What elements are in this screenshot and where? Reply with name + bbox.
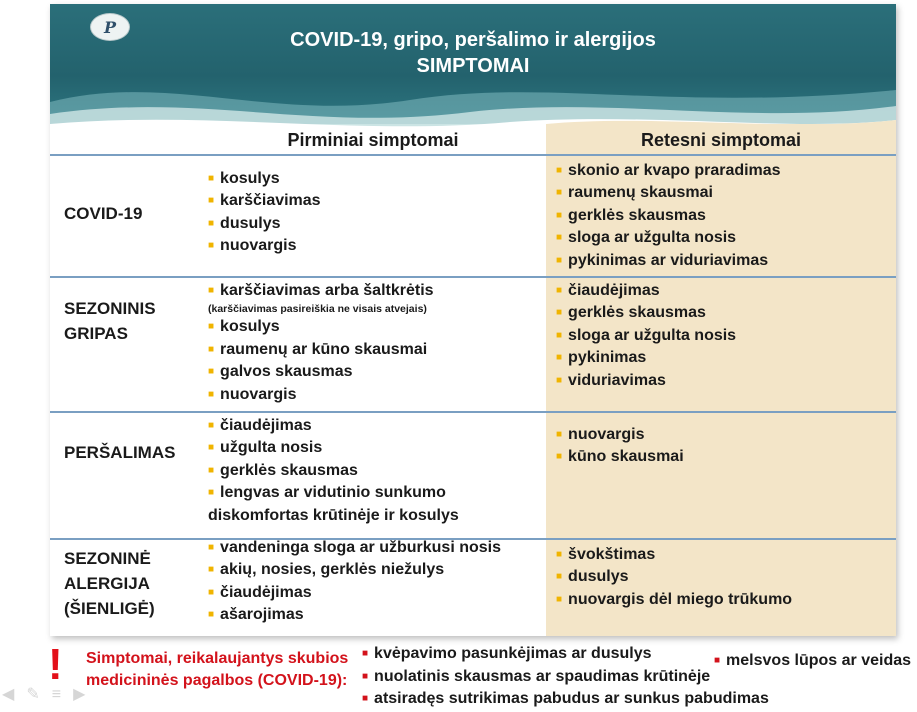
column-header-primary: Pirminiai simptomai bbox=[287, 130, 459, 150]
row-label-line: (ŠIENLIGĖ) bbox=[64, 599, 155, 618]
bullet-icon: ■ bbox=[362, 648, 369, 659]
allergy-primary-list bbox=[208, 537, 501, 627]
symptom-item: ■ karščiavimas arba šaltkrėtis bbox=[208, 282, 434, 299]
urgent-item: ■ melsvos lūpos ar veidas bbox=[714, 652, 912, 669]
symptom-item: ■ gerklės skausmas bbox=[208, 461, 358, 479]
symptom-item: ■ nuovargis bbox=[208, 385, 297, 403]
bullet-icon: ■ bbox=[208, 586, 215, 598]
symptom-item: ■ raumenų ar kūno skausmai bbox=[208, 340, 428, 358]
symptom-item: ■ viduriavimas bbox=[556, 371, 666, 389]
bullet-icon: ■ bbox=[208, 388, 215, 400]
bullet-icon: ■ bbox=[208, 217, 215, 229]
bullet-icon: ■ bbox=[208, 487, 215, 499]
next-slide-icon[interactable]: ▶ bbox=[73, 686, 98, 703]
bullet-icon: ■ bbox=[556, 165, 563, 176]
page-title bbox=[50, 27, 896, 79]
bullet-icon: ■ bbox=[208, 343, 215, 355]
bullet-icon: ■ bbox=[556, 429, 563, 440]
bullet-icon: ■ bbox=[714, 655, 721, 666]
bullet-icon: ■ bbox=[556, 329, 563, 341]
divider bbox=[50, 154, 896, 156]
bullet-icon: ■ bbox=[556, 307, 563, 319]
bullet-icon: ■ bbox=[208, 609, 215, 621]
cold-rare-list bbox=[556, 424, 684, 469]
covid-rare-list bbox=[556, 160, 781, 272]
urgent-label bbox=[86, 648, 348, 692]
row-label-line: SEZONINIS bbox=[64, 299, 156, 318]
symptom-item: ■ čiaudėjimas bbox=[556, 282, 660, 299]
urgent-item: ■ kvėpavimo pasunkėjimas ar dusulys bbox=[362, 645, 652, 662]
bullet-icon: ■ bbox=[208, 285, 215, 296]
symptom-item: ■ pykinimas bbox=[556, 349, 647, 367]
symptom-item: ■ gerklės skausmas bbox=[556, 206, 706, 224]
flu-primary-list bbox=[208, 280, 434, 406]
symptom-item: ■ kūno skausmai bbox=[556, 448, 684, 466]
symptom-item: ■ vandeninga sloga ar užburkusi nosis bbox=[208, 539, 501, 556]
title-line-2: SIMPTOMAI bbox=[416, 55, 530, 77]
covid-primary-list bbox=[208, 168, 321, 258]
row-label-line: GRIPAS bbox=[64, 324, 128, 343]
symptom-item: ■ karščiavimas bbox=[208, 192, 321, 210]
bullet-icon: ■ bbox=[208, 442, 215, 454]
column-header-rare: Retesni simptomai bbox=[640, 130, 802, 150]
row-label-line: SEZONINĖ bbox=[64, 549, 151, 568]
infographic-sheet bbox=[50, 4, 896, 636]
bullet-icon: ■ bbox=[362, 671, 369, 682]
bullet-icon: ■ bbox=[556, 571, 563, 583]
urgent-label-line: Simptomai, reikalaujantys skubios bbox=[86, 650, 349, 667]
symptom-item: ■ sloga ar užgulta nosis bbox=[556, 229, 737, 247]
bullet-icon: ■ bbox=[208, 321, 215, 333]
symptom-item: ■ nuovargis dėl miego trūkumo bbox=[556, 590, 793, 608]
cold-primary-list bbox=[208, 415, 459, 527]
symptom-item: ■ nuovargis bbox=[556, 426, 645, 443]
row-label-cold bbox=[64, 440, 175, 465]
bullet-icon: ■ bbox=[208, 240, 215, 252]
logo-icon: P bbox=[90, 13, 130, 41]
bullet-icon: ■ bbox=[208, 564, 215, 576]
bullet-icon: ■ bbox=[556, 232, 563, 244]
row-label-line: ALERGIJA bbox=[64, 574, 150, 593]
divider bbox=[50, 276, 896, 278]
symptom-item: ■ čiaudėjimas bbox=[208, 417, 312, 434]
symptom-continuation: diskomfortas krūtinėje ir kosulys bbox=[208, 506, 459, 524]
symptom-item: ■ nuovargis bbox=[208, 237, 297, 255]
bullet-icon: ■ bbox=[208, 195, 215, 207]
bullet-icon: ■ bbox=[556, 593, 563, 605]
slide-nav-icons[interactable] bbox=[2, 684, 97, 704]
bullet-icon: ■ bbox=[556, 374, 563, 386]
bullet-icon: ■ bbox=[208, 420, 215, 431]
bullet-icon: ■ bbox=[556, 451, 563, 463]
bullet-icon: ■ bbox=[208, 366, 215, 378]
symptom-item: ■ lengvas ar vidutinio sunkumo bbox=[208, 484, 446, 502]
symptom-item: ■ dusulys bbox=[556, 568, 629, 586]
symptom-item: ■ užgulta nosis bbox=[208, 439, 323, 457]
divider bbox=[50, 411, 896, 413]
urgent-item: ■ nuolatinis skausmas ar spaudimas krūtinėje bbox=[362, 668, 711, 685]
symptom-note: (karščiavimas pasireiškia ne visais atvejais) bbox=[208, 303, 427, 316]
symptom-item: ■ ašarojimas bbox=[208, 606, 304, 624]
symptom-item: ■ pykinimas ar viduriavimas bbox=[556, 251, 769, 269]
symptom-item: ■ galvos skausmas bbox=[208, 363, 353, 381]
row-label-flu bbox=[64, 296, 156, 346]
bullet-icon: ■ bbox=[556, 209, 563, 221]
row-label-covid bbox=[64, 201, 142, 226]
symptom-item: ■ akių, nosies, gerklės niežulys bbox=[208, 561, 445, 579]
row-label-line: COVID-19 bbox=[64, 204, 143, 223]
bullet-icon: ■ bbox=[208, 173, 215, 184]
bullet-icon: ■ bbox=[556, 352, 563, 364]
warning-exclamation-icon: ! bbox=[48, 640, 63, 689]
header-banner bbox=[50, 4, 896, 124]
pen-icon[interactable]: ✎ bbox=[26, 686, 52, 703]
symptom-item: ■ dusulys bbox=[208, 214, 281, 232]
row-label-allergy bbox=[64, 546, 155, 621]
bullet-icon: ■ bbox=[556, 285, 563, 296]
prev-slide-icon[interactable]: ◀ bbox=[2, 686, 27, 703]
bullet-icon: ■ bbox=[556, 187, 563, 199]
row-label-line: PERŠALIMAS bbox=[64, 443, 176, 462]
symptom-item: ■ čiaudėjimas bbox=[208, 583, 312, 601]
flu-rare-list bbox=[556, 280, 736, 392]
bullet-icon: ■ bbox=[208, 464, 215, 476]
symptom-item: ■ švokštimas bbox=[556, 546, 656, 563]
allergy-rare-list bbox=[556, 544, 792, 611]
bullet-icon: ■ bbox=[556, 549, 563, 560]
bullet-icon: ■ bbox=[208, 542, 215, 553]
menu-icon[interactable]: ≡ bbox=[51, 686, 74, 703]
symptom-item: ■ raumenų skausmai bbox=[556, 184, 713, 202]
urgent-item: ■ atsiradęs sutrikimas pabudus ar sunkus pabudimas bbox=[362, 690, 769, 707]
symptom-item: ■ kosulys bbox=[208, 318, 280, 336]
bullet-icon: ■ bbox=[362, 693, 369, 704]
symptom-item: ■ gerklės skausmas bbox=[556, 304, 706, 322]
urgent-label-line: medicininės pagalbos (COVID-19): bbox=[86, 672, 348, 689]
symptom-item: ■ sloga ar užgulta nosis bbox=[556, 326, 737, 344]
symptom-item: ■ kosulys bbox=[208, 170, 280, 187]
title-line-1: COVID-19, gripo, peršalimo ir alergijos bbox=[290, 29, 656, 51]
symptom-item: ■ skonio ar kvapo praradimas bbox=[556, 162, 781, 179]
bullet-icon: ■ bbox=[556, 254, 563, 266]
